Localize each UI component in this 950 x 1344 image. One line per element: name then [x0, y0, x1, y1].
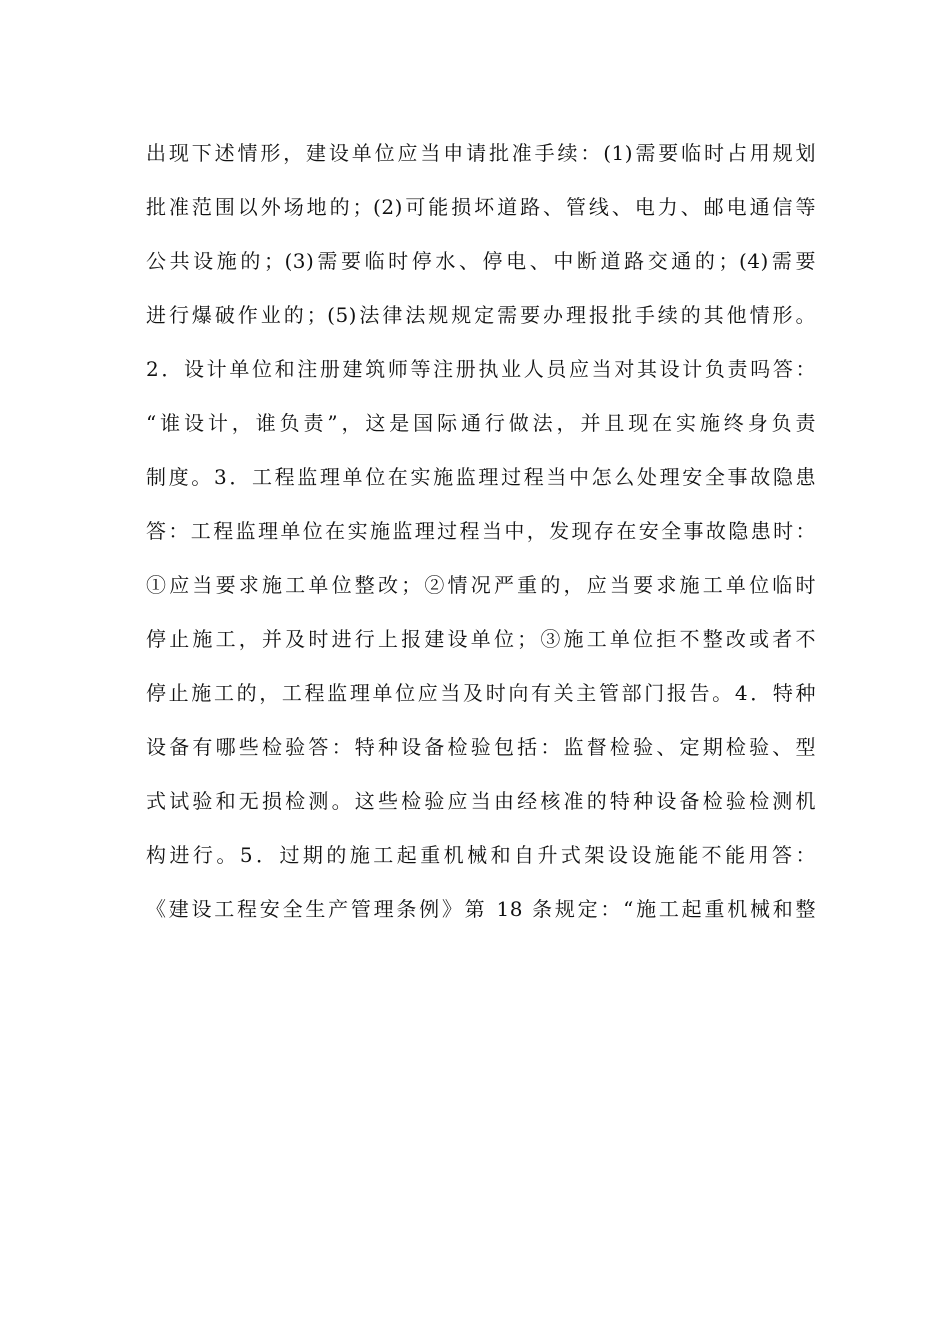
- text-line: 停止施工，并及时进行上报建设单位；③施工单位拒不整改或者不: [146, 627, 816, 651]
- text-line: 2．设计单位和注册建筑师等注册执业人员应当对其设计负责吗答：: [146, 357, 816, 381]
- text-line: 设备有哪些检验答：特种设备检验包括：监督检验、定期检验、型: [146, 735, 816, 759]
- text-line: 答：工程监理单位在实施监理过程当中，发现存在安全事故隐患时：: [146, 519, 816, 543]
- text-line: 公共设施的；(3)需要临时停水、停电、中断道路交通的；(4)需要: [146, 249, 816, 273]
- text-line: 构进行。5．过期的施工起重机械和自升式架设设施能不能用答：: [146, 843, 816, 867]
- text-line: 进行爆破作业的；(5)法律法规规定需要办理报批手续的其他情形。: [146, 303, 816, 327]
- text-line: 停止施工的，工程监理单位应当及时向有关主管部门报告。4．特种: [146, 681, 816, 705]
- document-body: [146, 131, 816, 941]
- text-line: ①应当要求施工单位整改；②情况严重的，应当要求施工单位临时: [146, 573, 816, 597]
- text-line: 出现下述情形，建设单位应当申请批准手续：(1)需要临时占用规划: [146, 141, 816, 165]
- text-line: 《建设工程安全生产管理条例》第 18 条规定：“施工起重机械和整: [146, 897, 816, 921]
- text-line: 批准范围以外场地的；(2)可能损坏道路、管线、电力、邮电通信等: [146, 195, 816, 219]
- text-line: 式试验和无损检测。这些检验应当由经核准的特种设备检验检测机: [146, 789, 816, 813]
- text-line: “谁设计，谁负责”，这是国际通行做法，并且现在实施终身负责: [146, 411, 816, 435]
- text-line: 制度。3．工程监理单位在实施监理过程当中怎么处理安全事故隐患: [146, 465, 816, 489]
